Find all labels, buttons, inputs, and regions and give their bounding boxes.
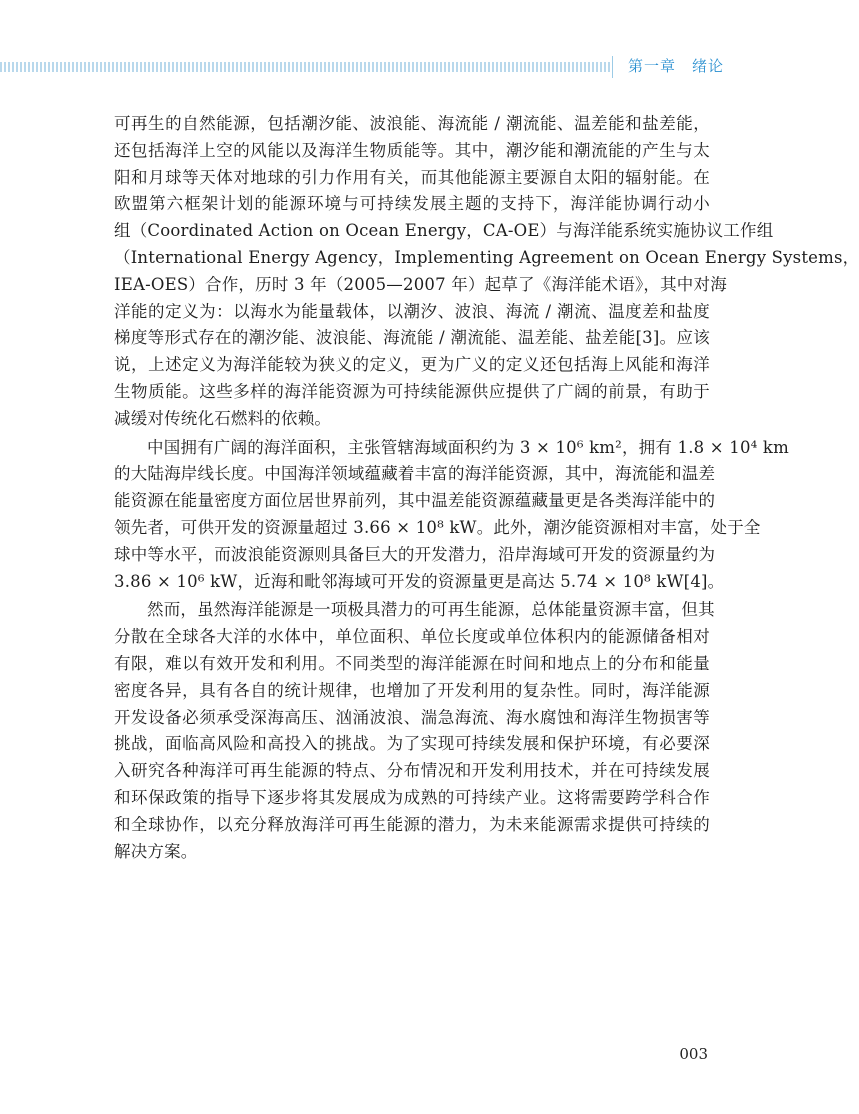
text-line: 领先者，可供开发的资源量超过 3.66 × 10⁸ kW。此外，潮汐能资源相对丰富，处于全: [114, 517, 761, 537]
text-line: 开发设备必须承受深海高压、汹涌波浪、湍急海流、海水腐蚀和海洋生物损害等: [114, 707, 710, 727]
text-line: 分散在全球各大洋的水体中，单位面积、单位长度或单位体积内的能源储备相对: [114, 627, 710, 647]
text-line: 解决方案。: [114, 841, 198, 861]
paragraph: [114, 435, 789, 596]
text-line: 说，上述定义为海洋能较为狭义的定义，更为广义的定义还包括海上风能和海洋: [114, 355, 710, 375]
text-line: 洋能的定义为：以海水为能量载体，以潮汐、波浪、海流 / 潮流、温度差和盐度: [114, 301, 710, 321]
text-line: 欧盟第六框架计划的能源环境与可持续发展主题的支持下，海洋能协调行动小: [114, 194, 710, 214]
text-line: （International Energy Agency，Implementing Agreement on Ocean Energy Systems，: [114, 247, 859, 267]
chapter-header: 第一章 绪论: [628, 57, 725, 75]
text-line: 有限，难以有效开发和利用。不同类型的海洋能源在时间和地点上的分布和能量: [114, 653, 710, 673]
text-line: IEA-OES）合作，历时 3 年（2005—2007 年）起草了《海洋能术语》，其中对海: [114, 274, 727, 294]
text-line: 球中等水平，而波浪能资源则具备巨大的开发潜力，沿岸海域可开发的资源量约为: [114, 544, 716, 564]
text-line: 阳和月球等天体对地球的引力作用有关，而其他能源主要源自太阳的辐射能。在: [114, 167, 710, 187]
text-line: 能资源在能量密度方面位居世界前列，其中温差能资源蕴藏量更是各类海洋能中的: [114, 491, 716, 511]
text-line: 减缓对传统化石燃料的依赖。: [114, 408, 332, 428]
text-line: 和环保政策的指导下逐步将其发展成为成熟的可持续产业。这将需要跨学科合作: [114, 787, 710, 807]
text-line: 3.86 × 10⁶ kW，近海和毗邻海域可开发的资源量更是高达 5.74 × 10⁸ kW[4]。: [114, 571, 725, 591]
text-line: 组（Coordinated Action on Ocean Energy，CA-OE）与海洋能系统实施协议工作组: [114, 221, 774, 241]
text-line: 入研究各种海洋可再生能源的特点、分布情况和开发利用技术，并在可持续发展: [114, 761, 710, 781]
text-line: 密度各异，具有各自的统计规律，也增加了开发利用的复杂性。同时，海洋能源: [114, 680, 710, 700]
body-text: [114, 111, 859, 865]
paragraph: [114, 111, 859, 433]
header-decor-band: [0, 62, 612, 72]
text-line: 生物质能。这些多样的海洋能资源为可持续能源供应提供了广阔的前景，有助于: [114, 381, 710, 401]
text-line: 挑战，面临高风险和高投入的挑战。为了实现可持续发展和保护环境，有必要深: [114, 734, 710, 754]
page-number: 003: [679, 1045, 708, 1063]
paragraph: [114, 597, 715, 865]
text-line: 梯度等形式存在的潮汐能、波浪能、海流能 / 潮流能、温差能、盐差能[3]。应该: [114, 328, 710, 348]
text-line: 然而，虽然海洋能源是一项极具潜力的可再生能源，总体能量资源丰富，但其: [147, 600, 715, 620]
text-line: 的大陆海岸线长度。中国海洋领域蕴藏着丰富的海洋能资源，其中，海流能和温差: [114, 464, 716, 484]
text-line: 可再生的自然能源，包括潮汐能、波浪能、海流能 / 潮流能、温差能和盐差能，: [114, 114, 710, 133]
header-separator: [612, 56, 613, 78]
text-line: 和全球协作，以充分释放海洋可再生能源的潜力，为未来能源需求提供可持续的: [114, 814, 710, 834]
text-line: 还包括海洋上空的风能以及海洋生物质能等。其中，潮汐能和潮流能的产生与太: [114, 140, 710, 160]
text-line: 中国拥有广阔的海洋面积，主张管辖海域面积约为 3 × 10⁶ km²，拥有 1.8 × 10⁴ km: [147, 437, 789, 457]
